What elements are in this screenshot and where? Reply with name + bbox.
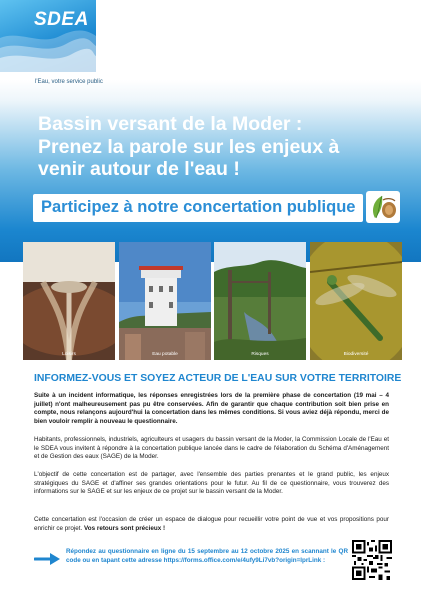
incident-paragraph: Suite à un incident informatique, les réponses enregistrées lors de la première phase de concertation (19 mai – 4 juillet) n'ont malheureusement pas pu être conservées. Afin de garantir que chaque contribution soit bien prise en compte, nous relançons aujourd'hui la concertation dans les mêmes conditions. Si vous aviez déjà répondu, merci de bien vouloir remplir à nouveau le questionnaire. bbox=[34, 392, 389, 425]
title-line: Prenez la parole sur les enjeux à bbox=[38, 135, 340, 158]
dialogue-text: Cette concertation est l'occasion de créer un espace de dialogue pour recueillir votre point de vue et vos propositions pour enrichir ce projet. bbox=[34, 516, 389, 532]
title-line: venir autour de l'eau ! bbox=[38, 158, 240, 180]
questionnaire-link[interactable]: Répondez au questionnaire en ligne du 15 septembre au 12 octobre 2025 en scannant le QR code ou en tapant cette adresse https://forms.office.com/e/4ufy9Li7vb?origin=lprLink : bbox=[66, 548, 348, 564]
page-title bbox=[38, 113, 383, 181]
banner-text: Participez à notre concertation publique bbox=[41, 198, 356, 216]
invitation-paragraph: Habitants, professionnels, industriels, agriculteurs et usagers du bassin versant de la Moder, la Commission Locale de l'Eau et le SDEA vous invitent à répondre à la concertation publique lancée dans le cadre de l'élaboration du Schéma d'Aménagement et de Gestion des eaux (SAGE) de la Moder. bbox=[34, 436, 389, 461]
title-line: Bassin versant de la Moder : bbox=[38, 113, 303, 135]
section-title: INFORMEZ-VOUS ET SOYEZ ACTEUR DE L'EAU SUR VOTRE TERRITOIRE bbox=[34, 373, 402, 384]
photo-caption: Risques bbox=[251, 352, 269, 357]
qr-code-icon[interactable] bbox=[352, 540, 392, 580]
photo-eau-potable bbox=[119, 242, 211, 360]
objective-paragraph: L'objectif de cette concertation est de partager, avec l'ensemble des parties prenantes et le grand public, les enjeux stratégiques du SAGE et d'affiner ses grandes orientations pour le futur. Au fil de ce questionnaire, vous trouverez des informations sur le SAGE et sur les enjeux de ce projet sur le bassin versant de la Moder. bbox=[34, 471, 389, 496]
photo-caption: Eau potable bbox=[152, 352, 178, 357]
sdea-logo bbox=[0, 0, 96, 72]
photo-caption: Biodiversité bbox=[343, 352, 369, 357]
arrow-right-icon bbox=[34, 552, 62, 566]
concertation-banner bbox=[33, 194, 363, 222]
photo-biodiversite bbox=[310, 242, 402, 360]
tagline: l'Eau, votre service public bbox=[35, 79, 103, 85]
waves-icon bbox=[0, 28, 96, 72]
leaf-badge-icon bbox=[366, 191, 400, 223]
photo-risques bbox=[214, 242, 306, 360]
photo-caption: Loisirs bbox=[62, 352, 76, 357]
dialogue-paragraph bbox=[34, 516, 389, 533]
logo-text: SDEA bbox=[34, 9, 89, 30]
photo-loisirs bbox=[23, 242, 115, 360]
dialogue-emphasis: Vos retours sont précieux ! bbox=[84, 524, 166, 532]
